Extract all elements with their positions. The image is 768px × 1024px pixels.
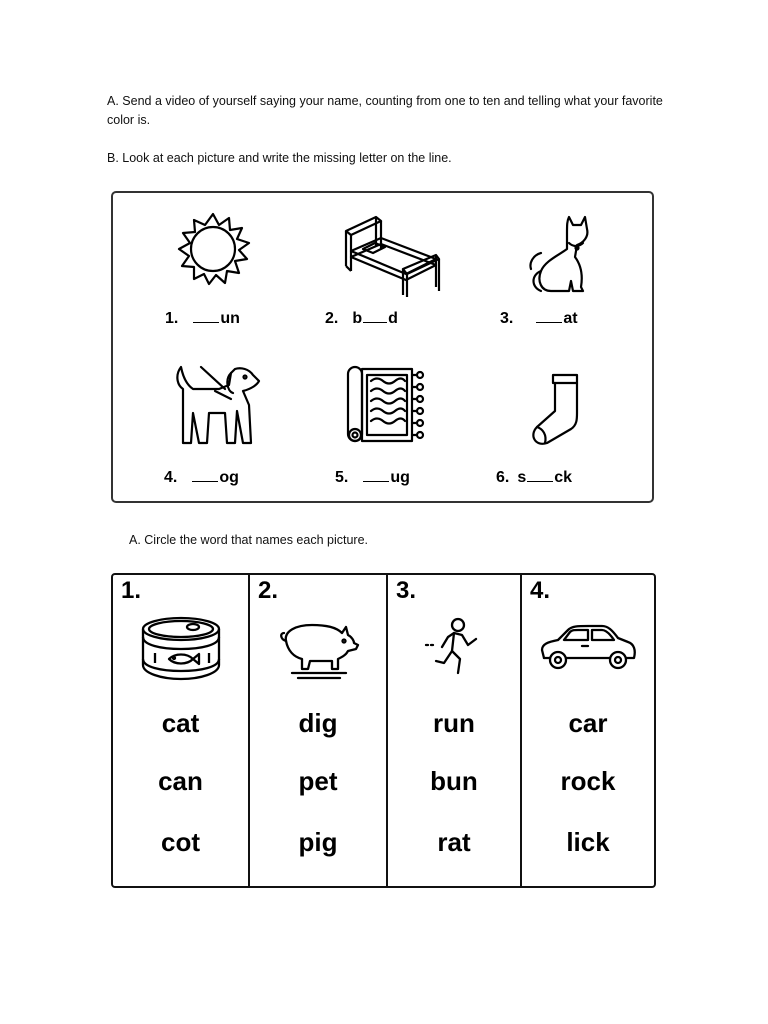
dog-icon [171, 361, 271, 447]
instruction-b: B. Look at each picture and write the missing letter on the line. [107, 151, 452, 165]
word-option[interactable]: bun [430, 766, 478, 796]
word-option[interactable]: rat [437, 827, 471, 857]
circle-word-table [111, 573, 656, 888]
missing-letter-item-4: 4. og [164, 469, 239, 486]
answer-blank[interactable] [363, 321, 387, 323]
answer-blank[interactable] [536, 321, 562, 323]
item-number: 4. [530, 577, 551, 604]
word-option[interactable]: rock [560, 766, 616, 796]
answer-blank[interactable] [192, 480, 218, 482]
bed-icon [341, 211, 441, 297]
rug-icon [343, 363, 443, 449]
word-option[interactable]: pig [298, 827, 338, 857]
word-option[interactable]: lick [566, 827, 610, 857]
word-option[interactable]: can [158, 766, 203, 796]
answer-blank[interactable] [363, 480, 389, 482]
circle-word-column-2 [248, 575, 386, 886]
circle-word-column-1 [113, 575, 248, 886]
answer-blank[interactable] [193, 321, 219, 323]
car-icon [522, 613, 654, 683]
instruction-c: A. Circle the word that names each picture. [129, 533, 369, 547]
sun-icon [173, 211, 273, 297]
word-option[interactable]: car [568, 708, 608, 738]
cat-icon [511, 211, 611, 297]
word-option[interactable]: pet [298, 766, 338, 796]
missing-letter-box [111, 191, 654, 503]
can-icon [113, 613, 248, 683]
missing-letter-item-2: 2. b d [325, 310, 398, 327]
word-option[interactable]: run [433, 708, 475, 738]
item-number: 1. [121, 577, 142, 604]
missing-letter-item-6: 6. s ck [496, 469, 573, 486]
pig-icon [250, 613, 386, 683]
runner-icon [388, 613, 520, 683]
answer-blank[interactable] [527, 480, 553, 482]
missing-letter-item-5: 5. ug [335, 469, 410, 486]
sock-icon [523, 371, 623, 457]
item-number: 2. [258, 577, 279, 604]
circle-word-column-4 [520, 575, 654, 886]
item-number: 3. [396, 577, 417, 604]
word-option[interactable]: dig [298, 708, 338, 738]
missing-letter-item-3: 3. at [500, 310, 578, 327]
circle-word-column-3 [386, 575, 520, 886]
missing-letter-item-1: 1. un [165, 310, 240, 327]
word-option[interactable]: cat [161, 708, 200, 738]
instruction-a: A. Send a video of yourself saying your name, counting from one to ten and telling what your favorite color is. [107, 94, 663, 127]
word-option[interactable]: cot [161, 827, 200, 857]
